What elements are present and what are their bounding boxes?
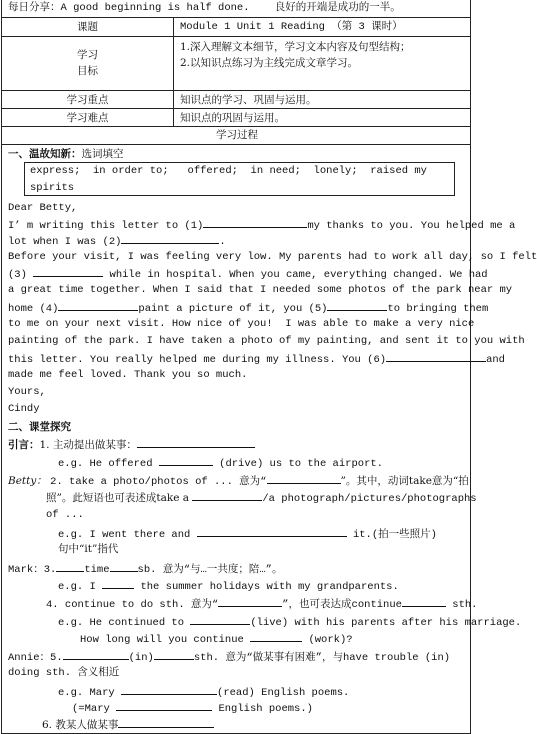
example-text: (=Mary xyxy=(72,703,110,715)
mark-label: Mark： xyxy=(8,564,44,576)
word-bank-line-1: express; in order to; offered; in need; lonely; raised my xyxy=(30,165,427,177)
item-5-line xyxy=(8,649,450,665)
example-5 xyxy=(58,684,349,700)
key-points-label: 学习重点 xyxy=(66,94,109,106)
intro-label: 引言： xyxy=(8,439,40,451)
item-6-text: 6. 教某人做某事 xyxy=(42,719,119,731)
letter-line: to me on your next visit. How nice of you! I was able to make a very nice xyxy=(8,318,475,330)
letter-line xyxy=(8,351,505,367)
key-points-value: 知识点的学习、巩固与运用。 xyxy=(180,94,317,106)
letter-line: Before your visit, I was feeling very low. My parents had to work all day, so I felt xyxy=(8,251,537,263)
letter-line: a great time together. When I said that I needed some photos of the park near my xyxy=(8,284,513,296)
example-4b xyxy=(80,631,353,647)
table-rule xyxy=(2,144,470,145)
item-5-blank-1[interactable] xyxy=(63,649,129,660)
example-3-blank[interactable] xyxy=(102,578,134,589)
example-1 xyxy=(58,455,383,471)
table-rule xyxy=(2,126,470,127)
difficulty-value: 知识点的巩固与运用。 xyxy=(180,112,285,124)
example-text: 句中“it”指代 xyxy=(58,543,119,555)
item-4-text: sth. xyxy=(452,599,478,611)
topic-value: Module 1 Unit 1 Reading （第 3 课时） xyxy=(180,21,403,33)
goals-label-line-1: 学习 xyxy=(77,49,98,61)
item-3-text: 3. xyxy=(43,564,57,576)
example-text: (live) with his parents after his marriage. xyxy=(250,617,522,629)
letter-text: to bringing them xyxy=(387,303,489,315)
item-2-blank-meaning[interactable] xyxy=(267,473,341,484)
letter-text: . xyxy=(219,236,226,248)
example-2 xyxy=(58,526,437,542)
section-2-heading: 二、课堂探究 xyxy=(8,421,71,433)
letter-signature: Cindy xyxy=(8,403,40,415)
letter-greeting: Dear Betty, xyxy=(8,202,78,214)
item-2-line-3: of ... xyxy=(46,509,84,521)
table-rule xyxy=(2,36,470,37)
example-text: How long will you continue xyxy=(80,634,244,646)
worksheet-page xyxy=(1,0,537,734)
item-6-line xyxy=(42,717,214,732)
letter-text: my thanks to you. You helped me a xyxy=(307,220,516,232)
example-text: e.g. He continued to xyxy=(58,617,185,629)
item-3-blank-prep[interactable] xyxy=(110,561,138,572)
item-4-blank-form[interactable] xyxy=(402,596,446,607)
letter-line xyxy=(8,266,488,282)
goal-1: 1.深入理解文本细节，学习文本内容及句型结构； xyxy=(180,41,411,53)
letter-line xyxy=(8,217,515,233)
letter-closing: Yours, xyxy=(8,386,46,398)
goals-label-line-2: 目标 xyxy=(77,65,98,77)
letter-line: made me feel loved. Thank you so much. xyxy=(8,369,248,381)
difficulty-label: 学习难点 xyxy=(66,112,109,124)
letter-line: painting of the park. I have taken a photo of my painting, and sent it to you with xyxy=(8,335,525,347)
section-1-heading xyxy=(8,147,124,161)
section-1-title: 一、温故知新： xyxy=(8,148,82,160)
item-4-line xyxy=(46,596,477,612)
item-4-text: ”，也可表达成continue xyxy=(282,599,402,611)
table-column-divider xyxy=(173,17,174,126)
blank-6[interactable] xyxy=(386,351,486,362)
example-3 xyxy=(58,578,399,594)
letter-text: this letter. You really helped me during my illness. You (6) xyxy=(8,354,387,366)
letter-text: while in hospital. When you came, everything changed. We had xyxy=(109,269,488,281)
blank-4[interactable] xyxy=(58,300,138,311)
item-5-text: sth. 意为“做某事有困难”，与have trouble (in) xyxy=(193,652,451,664)
example-text: e.g. Mary xyxy=(58,687,115,699)
item-2-line-2 xyxy=(46,490,477,506)
item-5-text: 5. xyxy=(50,652,63,664)
goal-2: 2.以知识点练习为主线完成文章学习。 xyxy=(180,57,359,69)
example-2-note xyxy=(58,542,118,556)
letter-line xyxy=(8,300,488,316)
blank-1[interactable] xyxy=(203,217,307,228)
item-3-text: sb. 意为“与…一共度；陪…”。 xyxy=(137,564,283,576)
letter-text: and xyxy=(486,354,505,366)
blank-2[interactable] xyxy=(121,233,219,244)
example-text: (work)? xyxy=(308,634,353,646)
letter-text: I’ m writing this letter to (1) xyxy=(8,220,204,232)
topic-label: 课题 xyxy=(77,21,98,33)
table-rule xyxy=(2,108,470,109)
word-bank-line-2: spirits xyxy=(30,182,75,194)
letter-text: lot when I was (2) xyxy=(8,236,122,248)
section-1-subtitle: 选词填空 xyxy=(81,148,124,160)
example-5b-blank[interactable] xyxy=(116,700,212,711)
item-3-line xyxy=(8,561,282,577)
item-3-text: time xyxy=(84,564,110,576)
item-2-line xyxy=(8,473,469,489)
example-text: it.(拍一些照片) xyxy=(352,529,437,541)
example-4 xyxy=(58,614,521,630)
example-text: e.g. I xyxy=(58,581,96,593)
item-5-blank-2[interactable] xyxy=(154,649,194,660)
item-1-text: 1. 主动提出做某事： xyxy=(39,439,137,451)
example-text: (drive) us to the airport. xyxy=(219,458,383,470)
letter-line xyxy=(8,233,226,249)
letter-text: paint a picture of it, you (5) xyxy=(138,303,328,315)
letter-text: home (4) xyxy=(8,303,59,315)
example-text: e.g. I went there and xyxy=(58,529,191,541)
item-3-blank-verb[interactable] xyxy=(56,561,84,572)
item-6-blank[interactable] xyxy=(118,717,214,728)
item-4-blank-meaning[interactable] xyxy=(218,596,282,607)
letter-text: (3) xyxy=(8,269,27,281)
example-5-blank[interactable] xyxy=(121,684,217,695)
process-label: 学习过程 xyxy=(216,129,258,141)
item-5-text: (in) xyxy=(128,652,154,664)
example-text: the summer holidays with my grandparents. xyxy=(140,581,399,593)
daily-motto: 每日分享：A good beginning is half done. 良好的开端是成功的一半。 xyxy=(8,2,401,14)
item-4-text: 4. continue to do sth. 意为“ xyxy=(46,599,219,611)
blank-3[interactable] xyxy=(33,266,103,277)
item-5-line-2: doing sth. 含义相近 xyxy=(8,667,120,679)
intro-line xyxy=(8,437,255,452)
item-2-text: 2. take a photo/photos of ... 意为“ xyxy=(50,476,267,488)
item-2-text: 照”。此短语也可表述成take a xyxy=(46,492,190,504)
example-text: English poems.) xyxy=(218,703,313,715)
item-2-text: ”。其中，动词take意为“拍 xyxy=(340,475,469,487)
example-1-blank[interactable] xyxy=(159,455,213,466)
annie-label: Annie： xyxy=(8,652,51,664)
example-4-blank[interactable] xyxy=(190,614,250,625)
example-5b xyxy=(72,700,313,716)
example-text: (read) English poems. xyxy=(217,687,350,699)
example-text: e.g. He offered xyxy=(58,458,153,470)
item-1-blank[interactable] xyxy=(137,437,255,448)
betty-label: Betty： xyxy=(8,475,47,487)
blank-5[interactable] xyxy=(327,300,387,311)
item-2-blank-noun[interactable] xyxy=(192,490,262,501)
example-4b-blank[interactable] xyxy=(250,631,302,642)
table-top-rule xyxy=(2,17,470,18)
item-2-text: /a photograph/pictures/photographs xyxy=(262,493,477,505)
table-rule xyxy=(2,90,470,91)
example-2-blank[interactable] xyxy=(197,526,347,537)
